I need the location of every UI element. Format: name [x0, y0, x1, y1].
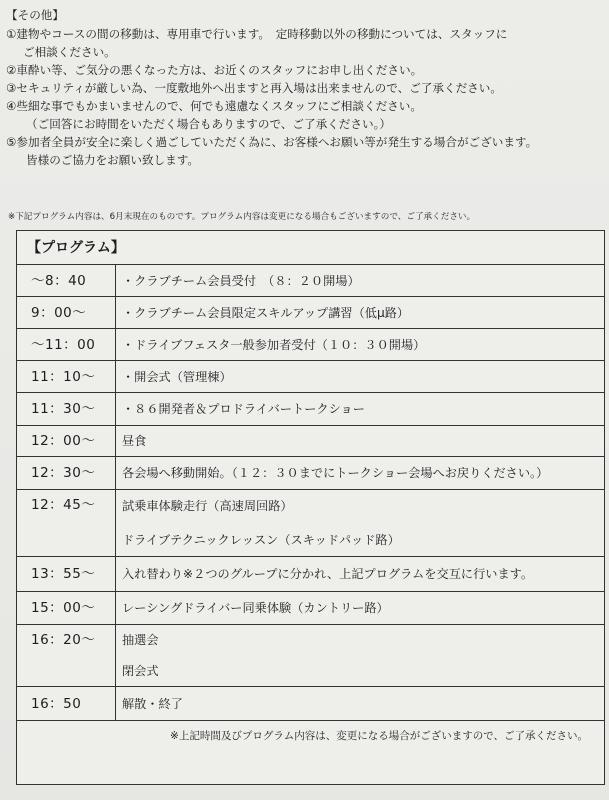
program-time: 11：10～	[17, 361, 116, 392]
program-table	[16, 230, 605, 785]
program-time: 12：00～	[17, 426, 116, 456]
program-activity: 入れ替わり※２つのグループに分かれ、上記プログラムを交互に行います。	[122, 567, 534, 581]
program-activity: 解散・終了	[122, 697, 183, 711]
program-activity: 各会場へ移動開始。（１２：３０までにトークショー会場へお戻りください。）	[122, 466, 549, 480]
program-time: 11：30～	[17, 393, 116, 425]
note-line: ⑤参加者全員が安全に楽しく過ごしていただく為に、お客様へお願い等が発生する場合がございます。	[6, 135, 538, 149]
note-line: ③セキュリティが厳しい為、一度敷地外へ出ますと再入場は出来ませんので、ご了承ください。	[6, 81, 502, 95]
program-time: 16：20～	[17, 625, 116, 686]
program-time: 15：00～	[17, 592, 116, 624]
program-row	[17, 265, 604, 297]
program-activity: 試乗車体験走行（高速周回路）	[122, 499, 293, 513]
note-line: （ご回答にお時間をいただく場合もありますので、ご了承ください。）	[26, 117, 391, 131]
program-activities	[116, 625, 604, 686]
note-line: ①建物やコースの間の移動は、専用車で行います。 定時移動以外の移動については、スタッフに	[6, 27, 508, 41]
program-title: 【プログラム】	[17, 231, 604, 265]
program-row	[17, 297, 604, 329]
program-row	[17, 393, 604, 426]
program-activities	[116, 329, 604, 360]
program-activity: 抽選会	[122, 633, 159, 647]
program-activities	[116, 592, 604, 624]
program-row	[17, 625, 604, 687]
program-date-note: ※下記プログラム内容は、6月末現在のものです。プログラム内容は変更になる場合もございますので、ご了承ください。	[8, 212, 476, 222]
program-row	[17, 490, 604, 557]
program-rows	[17, 265, 604, 721]
program-activity: ・開会式（管理棟）	[122, 370, 232, 384]
program-activities	[116, 361, 604, 392]
program-activity: ・ドライブフェスタ一般参加者受付（１０：３０開場）	[122, 338, 426, 352]
program-time: ～11：00	[17, 329, 116, 360]
program-activities	[116, 265, 604, 296]
program-activity: 閉会式	[122, 664, 159, 678]
program-activities	[116, 557, 604, 591]
program-time: 12：45～	[17, 490, 116, 556]
program-time: 16：50	[17, 687, 116, 720]
program-row	[17, 329, 604, 361]
program-activities	[116, 687, 604, 720]
program-activity: ・８６開発者＆プロドライバートークショー	[122, 402, 365, 416]
program-row	[17, 687, 604, 721]
program-footnote: ※上記時間及びプログラム内容は、変更になる場合がございますので、ご了承ください。	[170, 730, 588, 742]
program-time: 9：00～	[17, 297, 116, 328]
program-activities	[116, 393, 604, 425]
program-time: ～8：40	[17, 265, 116, 296]
program-activities	[116, 490, 604, 556]
program-activity: ・クラブチーム会員限定スキルアップ講習（低μ路）	[122, 306, 410, 320]
note-line: ②車酔い等、ご気分の悪くなった方は、お近くのスタッフにお申し出ください。	[6, 63, 423, 77]
program-time: 13：55～	[17, 557, 116, 591]
program-activity: ドライブテクニックレッスン（スキッドパッド路）	[122, 532, 400, 547]
program-activity: 昼食	[122, 434, 147, 448]
program-activity: ・クラブチーム会員受付 （８：２０開場）	[122, 274, 360, 288]
note-line: ご相談ください。	[23, 45, 116, 59]
program-activities	[116, 426, 604, 456]
notes-heading: 【その他】	[6, 8, 64, 22]
program-row	[17, 426, 604, 457]
program-activities	[116, 457, 604, 489]
program-row	[17, 361, 604, 393]
program-row	[17, 457, 604, 490]
program-time: 12：30～	[17, 457, 116, 489]
program-activity: レーシングドライバー同乗体験（カントリー路）	[122, 601, 389, 615]
other-notes	[6, 6, 606, 169]
program-row	[17, 557, 604, 592]
program-activities	[116, 297, 604, 328]
note-line: 皆様のご協力をお願い致します。	[26, 153, 199, 167]
program-row	[17, 592, 604, 625]
note-line: ④些細な事でもかまいませんので、何でも遠慮なくスタッフにご相談ください。	[6, 99, 422, 113]
